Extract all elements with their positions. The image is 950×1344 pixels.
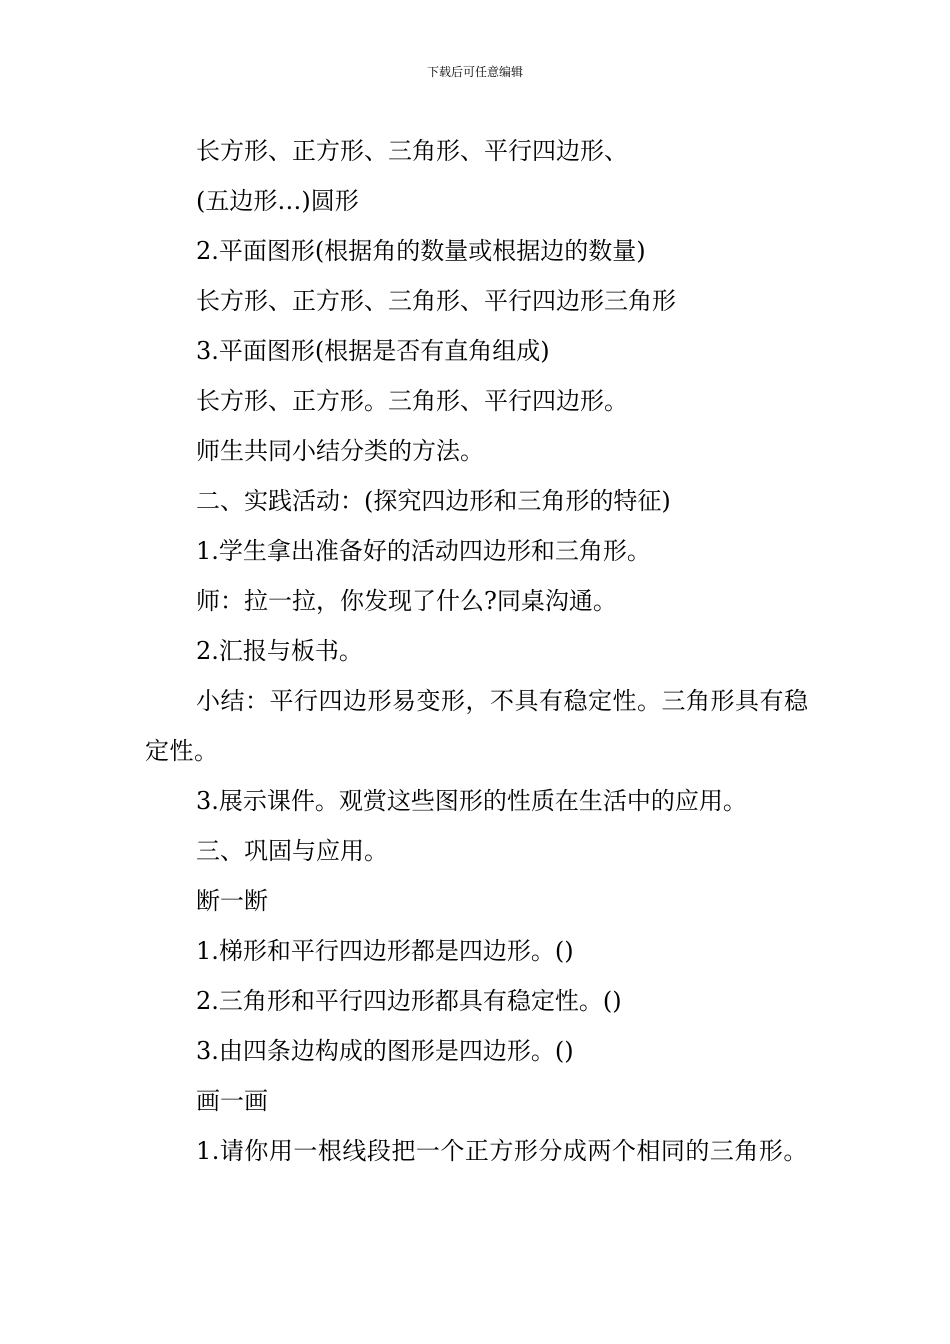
section-heading: 二、实践活动：(探究四边形和三角形的特征) bbox=[196, 487, 671, 515]
paragraph: 长方形、正方形、三角形、平行四边形三角形 bbox=[196, 287, 676, 315]
exercise-item: 1.梯形和平行四边形都是四边形。() bbox=[196, 937, 574, 965]
paragraph: 1.学生拿出准备好的活动四边形和三角形。 bbox=[196, 537, 651, 565]
page-header: 下载后可任意编辑 bbox=[426, 65, 523, 79]
paragraph: 长方形、正方形。三角形、平行四边形。 bbox=[196, 387, 628, 415]
paragraph: 2.汇报与板书。 bbox=[196, 637, 363, 665]
exercise-heading: 画一画 bbox=[196, 1087, 268, 1115]
exercise-item: 2.三角形和平行四边形都具有稳定性。() bbox=[196, 987, 622, 1015]
paragraph: 长方形、正方形、三角形、平行四边形、 bbox=[196, 137, 628, 165]
exercise-heading: 断一断 bbox=[196, 887, 268, 915]
paragraph: 3.平面图形(根据是否有直角组成) bbox=[196, 337, 550, 365]
paragraph-summary: 小结：平行四边形易变形，不具有稳定性。三角形具有稳定性。 bbox=[145, 687, 809, 765]
document-body bbox=[145, 126, 810, 1176]
paragraph: (五边形…)圆形 bbox=[196, 187, 359, 215]
paragraph: 师生共同小结分类的方法。 bbox=[196, 437, 484, 465]
paragraph: 3.展示课件。观赏这些图形的性质在生活中的应用。 bbox=[196, 787, 747, 815]
exercise-item: 3.由四条边构成的图形是四边形。() bbox=[196, 1037, 574, 1065]
exercise-item: 1.请你用一根线段把一个正方形分成两个相同的三角形。 bbox=[196, 1137, 808, 1165]
paragraph: 师：拉一拉，你发现了什么?同桌沟通。 bbox=[196, 587, 617, 615]
section-heading: 三、巩固与应用。 bbox=[196, 837, 388, 865]
paragraph: 2.平面图形(根据角的数量或根据边的数量) bbox=[196, 237, 646, 265]
